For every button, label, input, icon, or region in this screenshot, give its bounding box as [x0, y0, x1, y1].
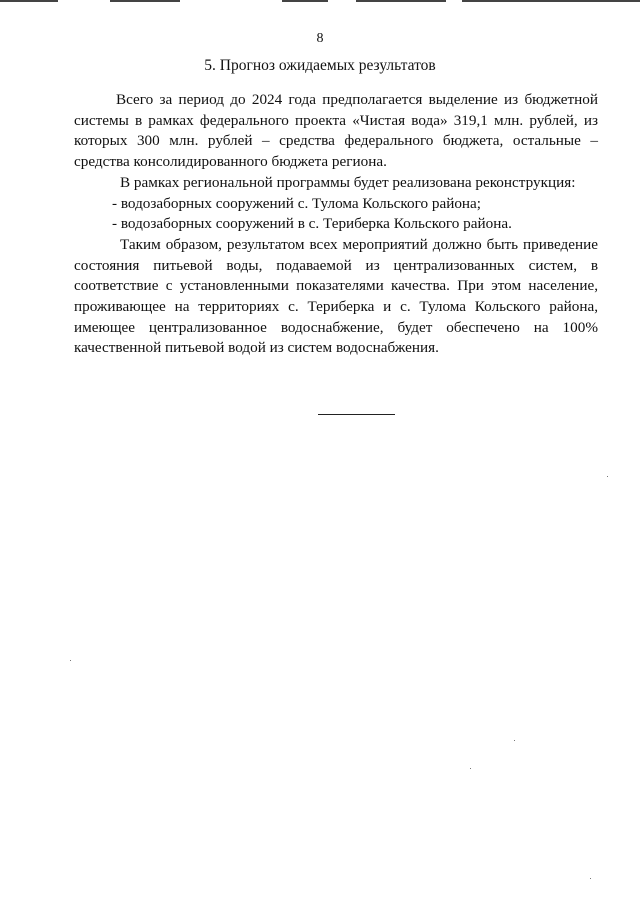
scan-speck	[514, 740, 515, 741]
section-heading: 5. Прогноз ожидаемых результатов	[204, 57, 436, 74]
scan-speck	[607, 476, 608, 477]
scan-speck	[470, 768, 471, 769]
paragraph-funding: Всего за период до 2024 года предполагается выделение из бюджетной системы в рамках федерального проекта «Чистая вода» 319,1 млн. рублей, из которых 300 млн. рублей – средства федерального бюджета, остальные – средства консолидированного бюджета региона.	[74, 91, 598, 171]
page-number: 8	[316, 31, 324, 46]
paragraph-conclusion: Таким образом, результатом всех мероприятий должно быть приведение состояния питьевой воды, подаваемой из централизованных систем, в соответствие с установленными показателями качества. При этом население, проживающее на территориях с. Териберка и с. Тулома Кольского района, имеющее централизованное водоснабжение, будет обеспечено на 100% качественной питьевой водой из систем водоснабжения.	[74, 235, 598, 357]
list-item: - водозаборных сооружений с. Тулома Кольского района;	[112, 194, 482, 212]
end-divider	[318, 414, 395, 415]
scan-speck	[70, 660, 71, 661]
scan-top-edge	[0, 0, 640, 4]
scan-speck	[590, 878, 591, 879]
document-body	[74, 90, 598, 359]
paragraph-reconstruction-intro: В рамках региональной программы будет реализована реконструкция:	[120, 173, 576, 191]
list-item: - водозаборных сооружений в с. Териберка Кольского района.	[112, 215, 512, 233]
